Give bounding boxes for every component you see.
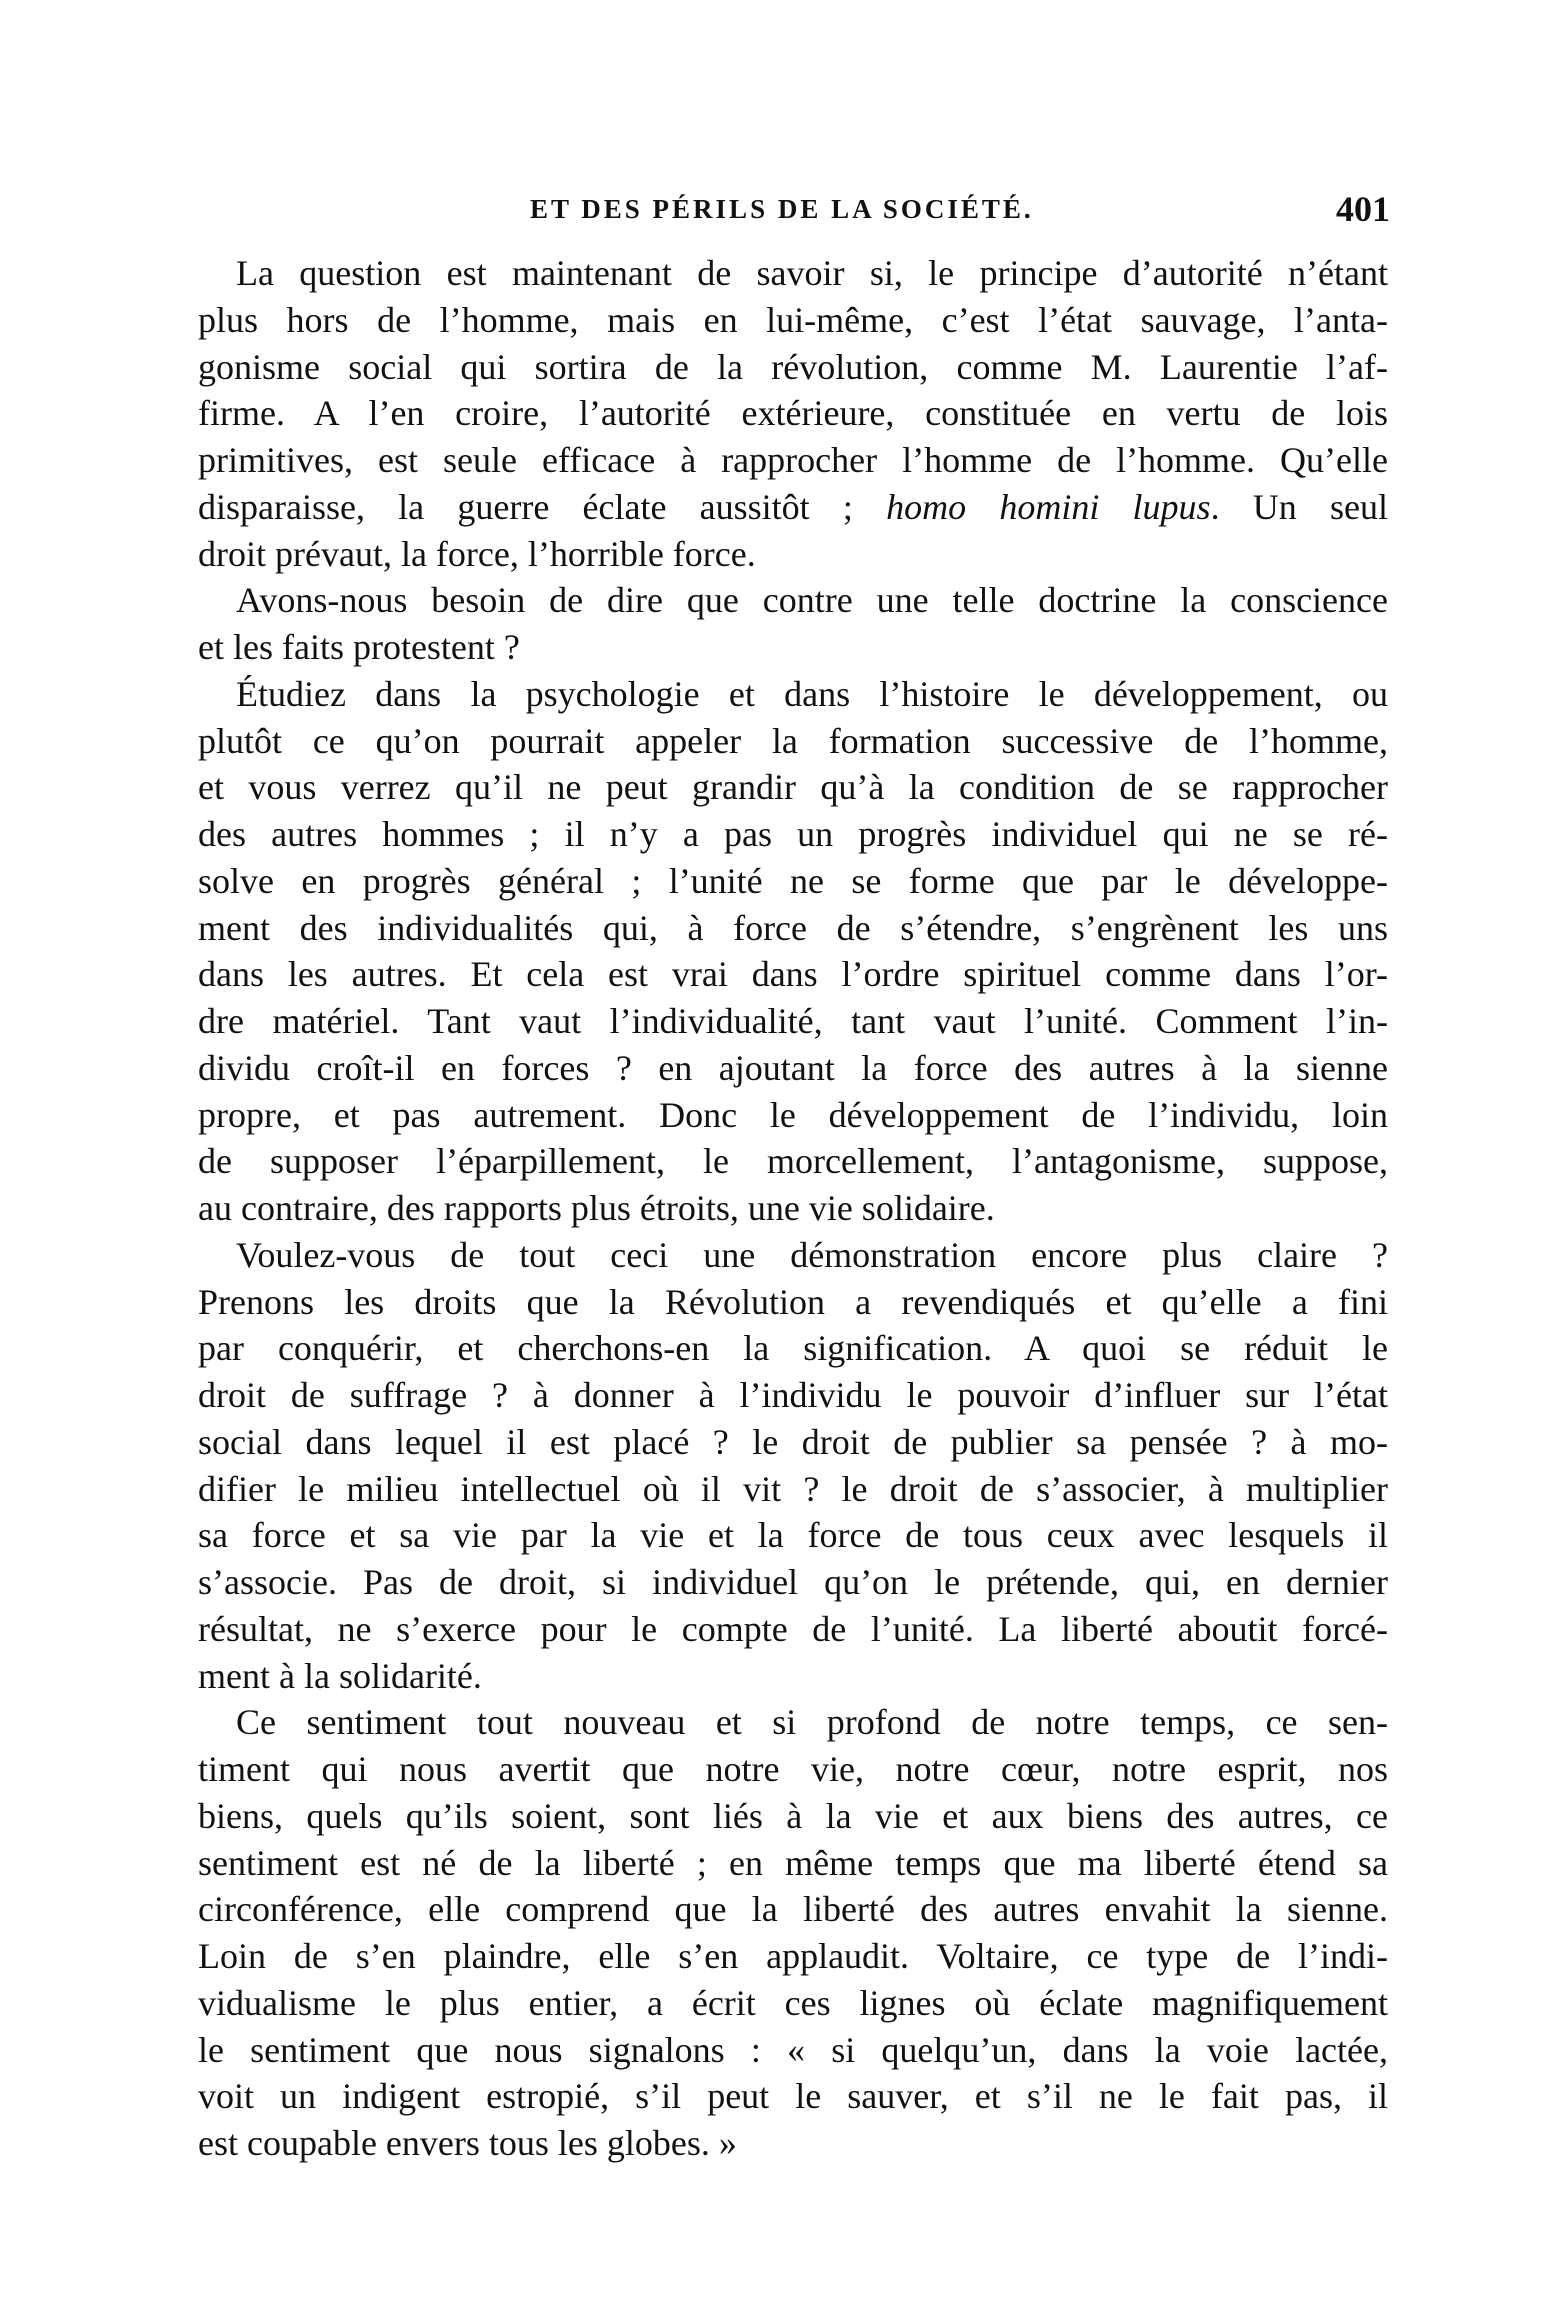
text-segment: Ce sentiment tout nouveau et si profond de notre temps, ce sen- xyxy=(236,1702,1388,1743)
text-segment: Loin de s’en plaindre, elle s’en applaudit. Voltaire, ce type de l’indi- xyxy=(198,1936,1388,1976)
text-segment: voit un indigent estropié, s’il peut le sauver, et s’il ne le fait pas, il xyxy=(198,2076,1388,2117)
text-line xyxy=(198,671,1388,718)
text-segment: est coupable envers tous les globes. » xyxy=(198,2123,737,2163)
running-title: ET DES PÉRILS DE LA SOCIÉTÉ. xyxy=(530,194,1034,224)
text-segment: vidualisme le plus entier, a écrit ces lignes où éclate magnifiquement xyxy=(198,1982,1388,2023)
text-segment: Prenons les droits que la Révolution a revendiqués et qu’elle a fini xyxy=(198,1281,1388,1322)
text-segment: timent qui nous avertit que notre vie, notre cœur, notre esprit, nos xyxy=(198,1749,1388,1789)
text-line xyxy=(198,1793,1388,1840)
text-segment: propre, et pas autrement. Donc le développement de l’individu, loin xyxy=(198,1094,1388,1135)
text-segment: ment à la solidarité. xyxy=(198,1655,482,1696)
text-segment: s’associe. Pas de droit, si individuel qu’on le prétende, qui, en dernier xyxy=(198,1562,1388,1602)
text-segment: et vous verrez qu’il ne peut grandir qu’à la condition de se rapprocher xyxy=(198,767,1388,808)
text-line xyxy=(198,2120,1388,2167)
text-segment: résultat, ne s’exerce pour le compte de l’unité. La liberté aboutit forcé- xyxy=(198,1608,1388,1649)
text-line xyxy=(198,1559,1388,1606)
text-line xyxy=(198,1185,1388,1232)
text-line xyxy=(198,1980,1388,2027)
text-line xyxy=(198,905,1388,952)
page-number: 401 xyxy=(1336,189,1390,229)
text-segment: Avons-nous besoin de dire que contre une telle doctrine la conscience xyxy=(236,580,1388,621)
text-line xyxy=(198,250,1388,297)
text-segment: au contraire, des rapports plus étroits, une vie solidaire. xyxy=(198,1188,995,1228)
text-line xyxy=(198,1699,1388,1746)
text-segment: des autres hommes ; il n’y a pas un progrès individuel qui ne se ré- xyxy=(198,814,1388,854)
text-segment: solve en progrès général ; l’unité ne se forme que par le développe- xyxy=(198,860,1388,901)
text-line xyxy=(198,1092,1388,1139)
paragraph xyxy=(198,1699,1388,2167)
italic-phrase: homo homini lupus xyxy=(886,486,1211,527)
text-line xyxy=(198,2027,1388,2074)
text-segment: social dans lequel il est placé ? le droit de publier sa pensée ? à mo- xyxy=(198,1421,1388,1462)
text-line xyxy=(198,998,1388,1045)
paragraph xyxy=(198,671,1388,1232)
text-segment: plus hors de l’homme, mais en lui-même, c’est l’état sauvage, l’anta- xyxy=(198,299,1388,340)
text-segment: circonférence, elle comprend que la liberté des autres envahit la sienne. xyxy=(198,1889,1388,1930)
text-segment: sentiment est né de la liberté ; en même temps que ma liberté étend sa xyxy=(198,1842,1388,1883)
text-segment: de supposer l’éparpillement, le morcellement, l’antagonisme, suppose, xyxy=(198,1141,1388,1182)
text-segment: dans les autres. Et cela est vrai dans l’ordre spirituel comme dans l’or- xyxy=(198,954,1388,995)
text-line xyxy=(198,1045,1388,1092)
text-segment: et les faits protestent ? xyxy=(198,627,520,667)
text-line xyxy=(198,1653,1388,1700)
text-line xyxy=(198,577,1388,624)
text-segment: primitives, est seule efficace à rapprocher l’homme de l’homme. Qu’elle xyxy=(198,440,1388,480)
text-line xyxy=(198,2073,1388,2120)
text-line xyxy=(198,1606,1388,1653)
text-line xyxy=(198,1466,1388,1513)
text-line xyxy=(198,1933,1388,1980)
paragraph xyxy=(198,250,1388,577)
page-header xyxy=(200,190,1390,234)
text-line xyxy=(198,390,1388,437)
text-line xyxy=(198,484,1388,531)
text-line xyxy=(198,624,1388,671)
text-line xyxy=(198,437,1388,484)
text-line xyxy=(198,1886,1388,1933)
text-segment: disparaisse, la guerre éclate aussitôt ; xyxy=(198,486,887,527)
text-segment: dividu croît-il en forces ? en ajoutant la force des autres à la sienne xyxy=(198,1047,1388,1088)
text-line xyxy=(198,811,1388,858)
text-line xyxy=(198,1279,1388,1326)
text-line xyxy=(198,531,1388,578)
text-segment: gonisme social qui sortira de la révolution, comme M. Laurentie l’af- xyxy=(198,346,1388,387)
text-line xyxy=(198,344,1388,391)
paragraph xyxy=(198,577,1388,671)
body-text xyxy=(198,250,1388,2167)
text-line xyxy=(198,1419,1388,1466)
text-segment: biens, quels qu’ils soient, sont liés à la vie et aux biens des autres, ce xyxy=(198,1795,1388,1836)
text-segment: le sentiment que nous signalons : « si quelqu’un, dans la voie lactée, xyxy=(198,2029,1388,2070)
text-line xyxy=(198,1325,1388,1372)
paragraph xyxy=(198,1232,1388,1700)
text-segment: La question est maintenant de savoir si, le principe d’autorité n’étant xyxy=(236,253,1388,293)
text-segment: plutôt ce qu’on pourrait appeler la formation successive de l’homme, xyxy=(198,720,1388,761)
text-segment: firme. A l’en croire, l’autorité extérieure, constituée en vertu de lois xyxy=(198,393,1388,434)
text-line xyxy=(198,1232,1388,1279)
text-segment: droit prévaut, la force, l’horrible force. xyxy=(198,533,756,574)
text-segment: dre matériel. Tant vaut l’individualité, tant vaut l’unité. Comment l’in- xyxy=(198,1001,1388,1041)
text-segment: difier le milieu intellectuel où il vit ? le droit de s’associer, à multiplier xyxy=(198,1468,1388,1509)
text-line xyxy=(198,951,1388,998)
text-segment: Étudiez dans la psychologie et dans l’histoire le développement, ou xyxy=(236,673,1388,714)
text-segment: par conquérir, et cherchons-en la signification. A quoi se réduit le xyxy=(198,1328,1388,1369)
text-line xyxy=(198,297,1388,344)
text-line xyxy=(198,1372,1388,1419)
text-line xyxy=(198,1512,1388,1559)
text-line xyxy=(198,1746,1388,1793)
text-segment: droit de suffrage ? à donner à l’individu le pouvoir d’influer sur l’état xyxy=(198,1375,1388,1415)
text-line xyxy=(198,1840,1388,1887)
text-line xyxy=(198,1138,1388,1185)
text-segment: sa force et sa vie par la vie et la force de tous ceux avec lesquels il xyxy=(198,1515,1388,1556)
text-line xyxy=(198,764,1388,811)
text-segment: ment des individualités qui, à force de s’étendre, s’engrènent les uns xyxy=(198,907,1388,948)
text-line xyxy=(198,718,1388,765)
text-segment: . Un seul xyxy=(1210,486,1388,527)
text-line xyxy=(198,858,1388,905)
text-segment: Voulez-vous de tout ceci une démonstration encore plus claire ? xyxy=(236,1234,1388,1275)
